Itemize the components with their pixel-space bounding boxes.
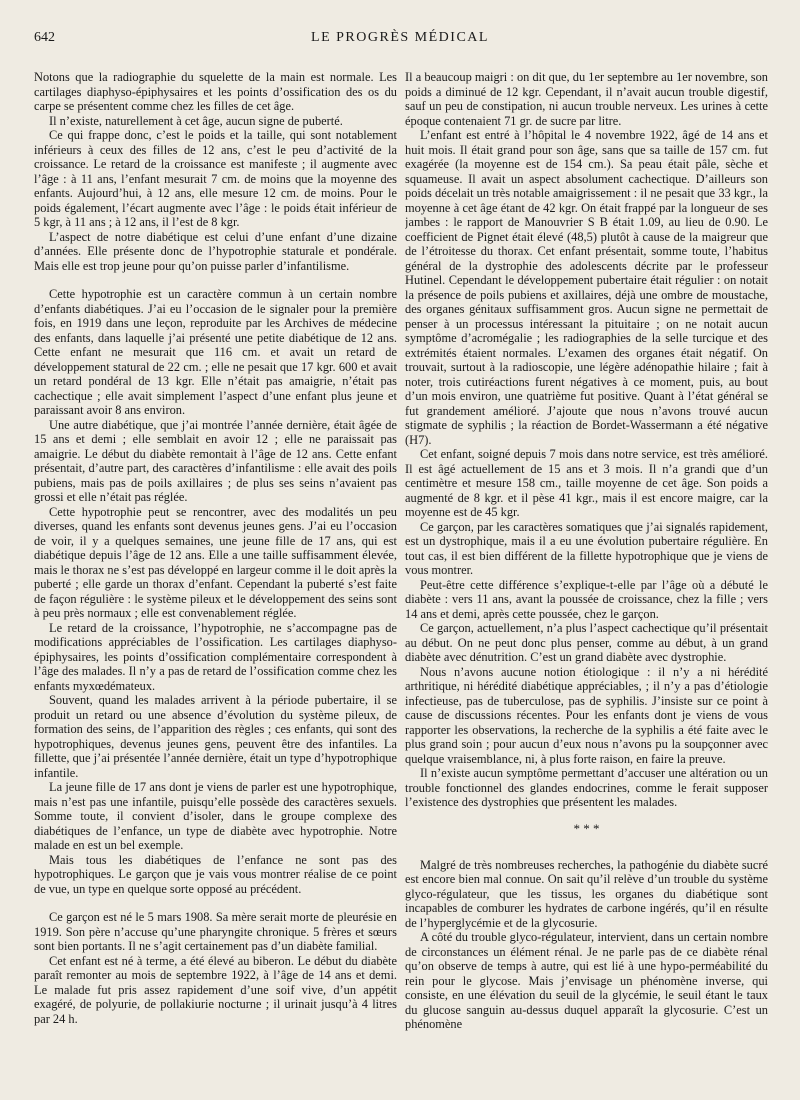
paragraph: Ce garçon, par les caractères somatiques que j’ai signalés rapidement, est un dystrophique, mais il a eu une évolution pubertaire régulière. En tout cas, il est bien différent de la fillette hypotrophique que je viens de vous montrer.	[405, 519, 768, 577]
paragraph: Mais tous les diabétiques de l’enfance ne sont pas des hypotrophiques. Le garçon que je vais vous montrer réalise de ce point de vue, un type en quelque sorte opposé au précédent.	[34, 852, 397, 896]
paragraph: Cette hypotrophie peut se rencontrer, avec des modalités un peu diverses, quand les enfants sont devenus jeunes gens. J’ai eu l’occasion de voir, il y a quelques semaines, une jeune fille de 17 ans, qui est diabétique depuis l’âge de 12 ans. Elle a une taille suffisamment élevée, mais le thorax ne s’est pas développé en largeur comme il le doit après la puberté ; elle garde un thorax d’enfant. Cependant la puberté s’est faite de façon régulière : le système pileux et le développement des seins sont à peu près normaux ; elle est convenablement réglée.	[34, 504, 397, 620]
page-number: 642	[34, 30, 55, 45]
right-column	[405, 70, 768, 1090]
paragraph: Ce garçon est né le 5 mars 1908. Sa mère serait morte de pleurésie en 1919. Son père n’accuse qu’une pharyngite chronique. 5 frères et sœurs sont bien portants. Il ne s’agit certainement pas d’un diabète familial.	[34, 910, 397, 953]
paragraph: A côté du trouble glyco-régulateur, intervient, dans un certain nombre de circonstances un élément rénal. Je ne parle pas de ce diabète rénal qu’on observe de temps à autre, qui est lié à une hypo-perméabilité du rein pour le glycose. Mais j’envisage un phénomène inverse, qui consiste, en une élévation du seuil de la glycémie, le seuil étant le taux du glucose sanguin au-dessus duquel apparaît la glycosurie. C’est un phénomène	[405, 930, 768, 1031]
paragraph: Ce garçon, actuellement, n’a plus l’aspect cachectique qu’il présentait au début. On ne peut donc plus penser, comme au début, à un grand diabète avec dénutrition. C’est un grand diabète avec dystrophie.	[405, 621, 768, 664]
section-separator: * * *	[573, 820, 600, 836]
paragraph: Il a beaucoup maigri : on dit que, du 1er septembre au 1er novembre, son poids a diminué de 12 kgr. Cependant, il n’avait aucun trouble digestif, sauf un peu de constipation, ni aucun trouble nerveux. Les urines à cette époque contenaient 71 gr. de sucre par litre.	[405, 70, 768, 128]
page-header	[34, 30, 766, 50]
paragraph: Cette hypotrophie est un caractère commun à un certain nombre d’enfants diabétiques. J’ai eu l’occasion de le signaler pour la première fois, en 1919 dans une leçon, reproduite par les Archives de médecine des enfants, dans laquelle j’ai présenté une petite diabétique de 12 ans. Cette enfant ne mesurait que 116 cm. et avait un retard de développement statural de 22 cm. ; elle ne pesait que 17 kgr. 600 et avait un retard pondéral de 13 kgr. Elle n’était pas amaigrie, n’était pas cachectique ; elle avait simplement l’aspect d’une enfant plus jeune et paraissant avoir 8 ans environ.	[34, 287, 397, 417]
left-column	[34, 70, 397, 1090]
paragraph: Cet enfant est né à terme, a été élevé au biberon. Le début du diabète paraît remonter au mois de septembre 1922, à l’âge de 14 ans et demi. Le malade fut pris assez rapidement d’une soif vive, d’un appétit exagéré, de polyurie, de pollakiurie nocturne ; il urinait jusqu’à 4 litres par 24 h.	[34, 953, 397, 1026]
paragraph: Cet enfant, soigné depuis 7 mois dans notre service, est très amélioré. Il est âgé actuellement de 15 ans et 3 mois. Il n’a grandi que d’un centimètre et mesure 158 cm., taille moyenne de cet âge. Son poids a augmenté de 8 kgr. et il pèse 41 kgr., mais il est encore maigre, car la moyenne est de 45 kgr.	[405, 447, 768, 519]
paragraph: Il n’existe aucun symptôme permettant d’accuser une altération ou un trouble fonctionnel des glandes endocrines, comme le ferait supposer l’existence des dystrophies que présentent les malades.	[405, 766, 768, 809]
paragraph: L’aspect de notre diabétique est celui d’une enfant d’une dizaine d’années. Elle présente donc de l’hypotrophie staturale et pondérale. Mais elle est trop jeune pour qu’on puisse parler d’infantilisme.	[34, 229, 397, 273]
running-title: LE PROGRÈS MÉDICAL	[311, 30, 489, 45]
paragraph: Nous n’avons aucune notion étiologique : il n’y a ni hérédité arthritique, ni hérédité diabétique appréciables, ; il n’y a pas d’étiologie infectieuse, pas de tuberculose, pas de syphilis. J’insiste sur ce point à cause de discussions récentes. Pour les enfants dont je viens de vous rapporter les observations, la recherche de la syphilis a été faite avec le plus grand soin ; pour aucun d’eux nous n’avons pu la soupçonner avec quelque vraisemblance, ni, à plus forte raison, en faire la preuve.	[405, 664, 768, 766]
paragraph: Le retard de la croissance, l’hypotrophie, ne s’accompagne pas de modifications appréciables de l’ossification. Les cartilages diaphyso-épiphysaires, les points d’ossification complémentaire correspondent à l’âge des malades. Il n’y a pas de retard de l’ossification comme chez les enfants myxœdémateux.	[34, 620, 397, 693]
paragraph: Il n’existe, naturellement à cet âge, aucun signe de puberté.	[49, 113, 343, 128]
paragraph: Une autre diabétique, que j’ai montrée l’année dernière, était âgée de 15 ans et demi ; elle semblait en avoir 12 ; elle ne paraissait pas amaigrie. Le début du diabète remontait à l’âge de 12 ans. Cette enfant présentait, d’autre part, des caractères d’infantilisme : elle avait des poils pubiens, mais pas de poils axillaires ; de plus ses seins n’avaient pas grossi et elle n’était pas réglée.	[34, 417, 397, 504]
paragraph: Malgré de très nombreuses recherches, la pathogénie du diabète sucré est encore bien mal connue. On sait qu’il relève d’un trouble du système glyco-régulateur, que les tissus, les organes du diabétique sont incapables de comburer les hydrates de carbone ingérés, qu’il en résulte de l’hyperglycémie et de la glycosurie.	[405, 857, 768, 930]
paragraph: Notons que la radiographie du squelette de la main est normale. Les cartilages diaphyso-épiphysaires et les points d’ossification des os du carpe se présentent comme chez les filles de cet âge.	[34, 70, 397, 113]
paragraph: Souvent, quand les malades arrivent à la période pubertaire, il se produit un retard ou une absence d’évolution du système pileux, de formation des seins, de l’apparition des règles ; ces enfants, qui sont des hypotrophiques, devenus jeunes gens, peuvent être des infantiles. La fillette, que j’ai présentée l’année dernière, était un type d’hypotrophique infantile.	[34, 693, 397, 780]
paragraph: La jeune fille de 17 ans dont je viens de parler est une hypotrophique, mais n’est pas une infantile, puisqu’elle possède des caractères sexuels. Somme toute, il convient d’isoler, dans le groupe complexe des diabétiques de l’enfance, un type de diabète avec hypotrophie. Notre malade en est un bel exemple.	[34, 780, 397, 852]
paragraph: Ce qui frappe donc, c’est le poids et la taille, qui sont notablement inférieurs à ceux des filles de 12 ans, c’est le peu d’activité de la croissance. Le retard de la croissance est manifeste ; il augmente avec l’âge : à 11 ans, l’enfant mesurait 7 cm. de moins que la moyenne des enfants. Aujourd’hui, à 12 ans, elle mesure 12 cm. de moins. Pour le poids également, l’écart augmente avec l’âge : le poids était inférieur de 5 kgr, à 11 ans ; à 12 ans, il l’est de 8 kgr.	[34, 128, 397, 229]
paragraph: L’enfant est entré à l’hôpital le 4 novembre 1922, âgé de 14 ans et huit mois. Il était grand pour son âge, sans que sa taille de 157 cm. fut exagérée (la moyenne est de 154 cm.). Sa peau était pâle, sèche et squameuse. Il avait un aspect absolument cachectique. D’ailleurs son poids décelait un très notable amaigrissement : il ne pesait que 33 kgr., la moyenne à cet âge étant de 42 kgr. On était frappé par la longueur de ses jambes : le rapport de Manouvrier S B était 1.09, au lieu de 0.90. Le coefficient de Pignet était élevé (48,5) plutôt à cause de la maigreur que de l’étroitesse du thorax. Cet enfant présentait, somme toute, l’habitus général de la dystrophie des adolescents décrite par le professeur Hutinel. Cependant le développement pubertaire était régulier : on notait la présence de poils pubiens et axillaires, déjà une ombre de moustache, des organes génitaux suffisamment gros. Aucun signe ne permettait de penser à un processus intéressant la pituitaire ; on ne notait aucun symptôme d’acromégalie ; les radiographies de la selle turcique et des extrémités étaient normales. L’examen des organes était négatif. On trouvait, surtout à la radioscopie, une légère adénopathie hilaire ; fait à noter, trois cutiréactions furent négatives à ce moment, puis, au bout d’un mois environ, une quatrième fut positive. Quant à l’état général se fut grandement amélioré. J’ajoute que nous n’avons trouvé aucun stigmate de syphilis ; la réaction de Bordet-Wassermann a été négative (H7).	[405, 128, 768, 447]
paragraph: Peut-être cette différence s’explique-t-elle par l’âge où a débuté le diabète : vers 11 ans, avant la poussée de croissance, chez la fille ; vers 14 ans et demi, après cette poussée, chez le garçon.	[405, 577, 768, 621]
